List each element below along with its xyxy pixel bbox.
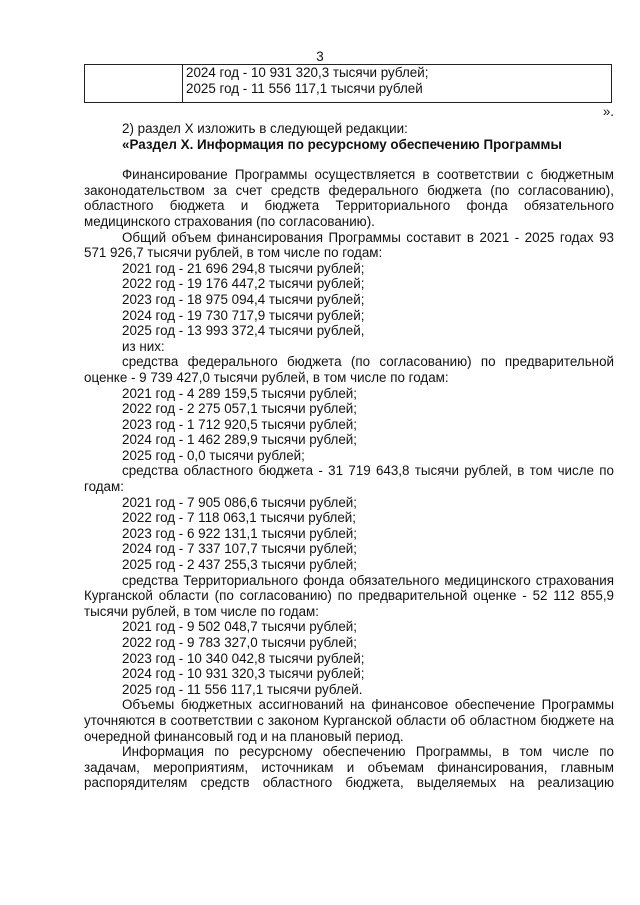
- federal-year-2025: 2025 год - 0,0 тысячи рублей;: [122, 447, 305, 463]
- document-body: [84, 121, 614, 791]
- federal-year-2023: 2023 год - 1 712 920,5 тысячи рублей;: [122, 416, 357, 432]
- page-number: 3: [316, 49, 324, 64]
- fund-year-2024: 2024 год - 10 931 320,3 тысячи рублей;: [122, 666, 365, 682]
- regional-year-2022: 2022 год - 7 118 063,1 тысячи рублей;: [122, 510, 356, 526]
- fund-year-2025: 2025 год - 11 556 117,1 тысячи рублей.: [122, 681, 363, 697]
- total-year-2023: 2023 год - 18 975 094,4 тысячи рублей;: [122, 291, 365, 307]
- fund-year-2022: 2022 год - 9 783 327,0 тысячи рублей;: [122, 635, 357, 650]
- closing-quote: ».: [602, 104, 614, 119]
- regional-year-2025: 2025 год - 2 437 255,3 тысячи рублей;: [122, 557, 357, 573]
- total-year-2021: 2021 год - 21 696 294,8 тысячи рублей;: [122, 260, 365, 276]
- info-paragraph-line-1: Информация по ресурсному обеспечению Программы, в том числе по: [122, 744, 614, 760]
- table-line-2024: 2024 год - 10 931 320,3 тысячи рублей;: [186, 65, 429, 80]
- section-title: «Раздел X. Информация по ресурсному обеспечению Программы: [122, 136, 562, 152]
- table-line-2025: 2025 год - 11 556 117,1 тысячи рублей: [186, 80, 423, 96]
- table-row: [85, 65, 612, 103]
- of-them-label: из них:: [122, 338, 165, 354]
- total-year-2022: 2022 год - 19 176 447,2 тысячи рублей;: [122, 276, 365, 292]
- info-paragraph-line-2: задачам, мероприятиям, источникам и объемам финансирования, главным: [84, 759, 614, 775]
- federal-year-2022: 2022 год - 2 275 057,1 тысячи рублей;: [122, 401, 357, 417]
- regional-paragraph: средства областного бюджета - 31 719 643,8 тысячи рублей, в том числе по годам:: [84, 463, 614, 495]
- instruction-line: 2) раздел X изложить в следующей редакции:: [122, 121, 408, 136]
- volumes-paragraph: Объемы бюджетных ассигнований на финансовое обеспечение Программы уточняются в соответствии с законом Курганской области об областном бюджете на очередной финансовый год и на плановый период.: [84, 697, 614, 744]
- federal-paragraph: средства федерального бюджета (по согласованию) по предварительной оценке - 9 739 427,0 тысячи рублей, в том числе по годам:: [84, 354, 614, 385]
- total-year-2024: 2024 год - 19 730 717,9 тысячи рублей;: [122, 307, 365, 323]
- fund-year-2023: 2023 год - 10 340 042,8 тысячи рублей;: [122, 650, 365, 666]
- info-paragraph-line-3: распорядителям средств областного бюджета, выделяемых на реализацию: [84, 775, 614, 791]
- regional-year-2024: 2024 год - 7 337 107,7 тысячи рублей;: [122, 541, 357, 557]
- regional-year-2021: 2021 год - 7 905 086,6 тысячи рублей;: [122, 494, 357, 510]
- continuation-table: [84, 64, 612, 103]
- table-cell-empty: [85, 65, 183, 103]
- fund-year-2021: 2021 год - 9 502 048,7 тысячи рублей;: [122, 619, 357, 635]
- financing-paragraph: Финансирование Программы осуществляется в соответствии с бюджетным законодательством за счет средств федерального бюджета (по согласованию), областного бюджета и бюджета Территориального фонда обязательного медицинского страхования (по согласованию).: [84, 167, 614, 229]
- total-paragraph: Общий объем финансирования Программы составит в 2021 - 2025 годах 93 571 926,7 тысячи рублей, в том числе по годам:: [84, 229, 614, 261]
- total-year-2025: 2025 год - 13 993 372,4 тысячи рублей,: [122, 323, 365, 339]
- federal-year-2021: 2021 год - 4 289 159,5 тысячи рублей;: [122, 385, 357, 401]
- fund-paragraph: средства Территориального фонда обязательного медицинского страхования Курганской области (по согласованию) по предварительной оценке - 52 112 855,9 тысячи рублей, в том числе по годам:: [84, 572, 614, 619]
- table-cell-years: [183, 65, 612, 103]
- federal-year-2024: 2024 год - 1 462 289,9 тысячи рублей;: [122, 432, 357, 448]
- regional-year-2023: 2023 год - 6 922 131,1 тысячи рублей;: [122, 525, 357, 541]
